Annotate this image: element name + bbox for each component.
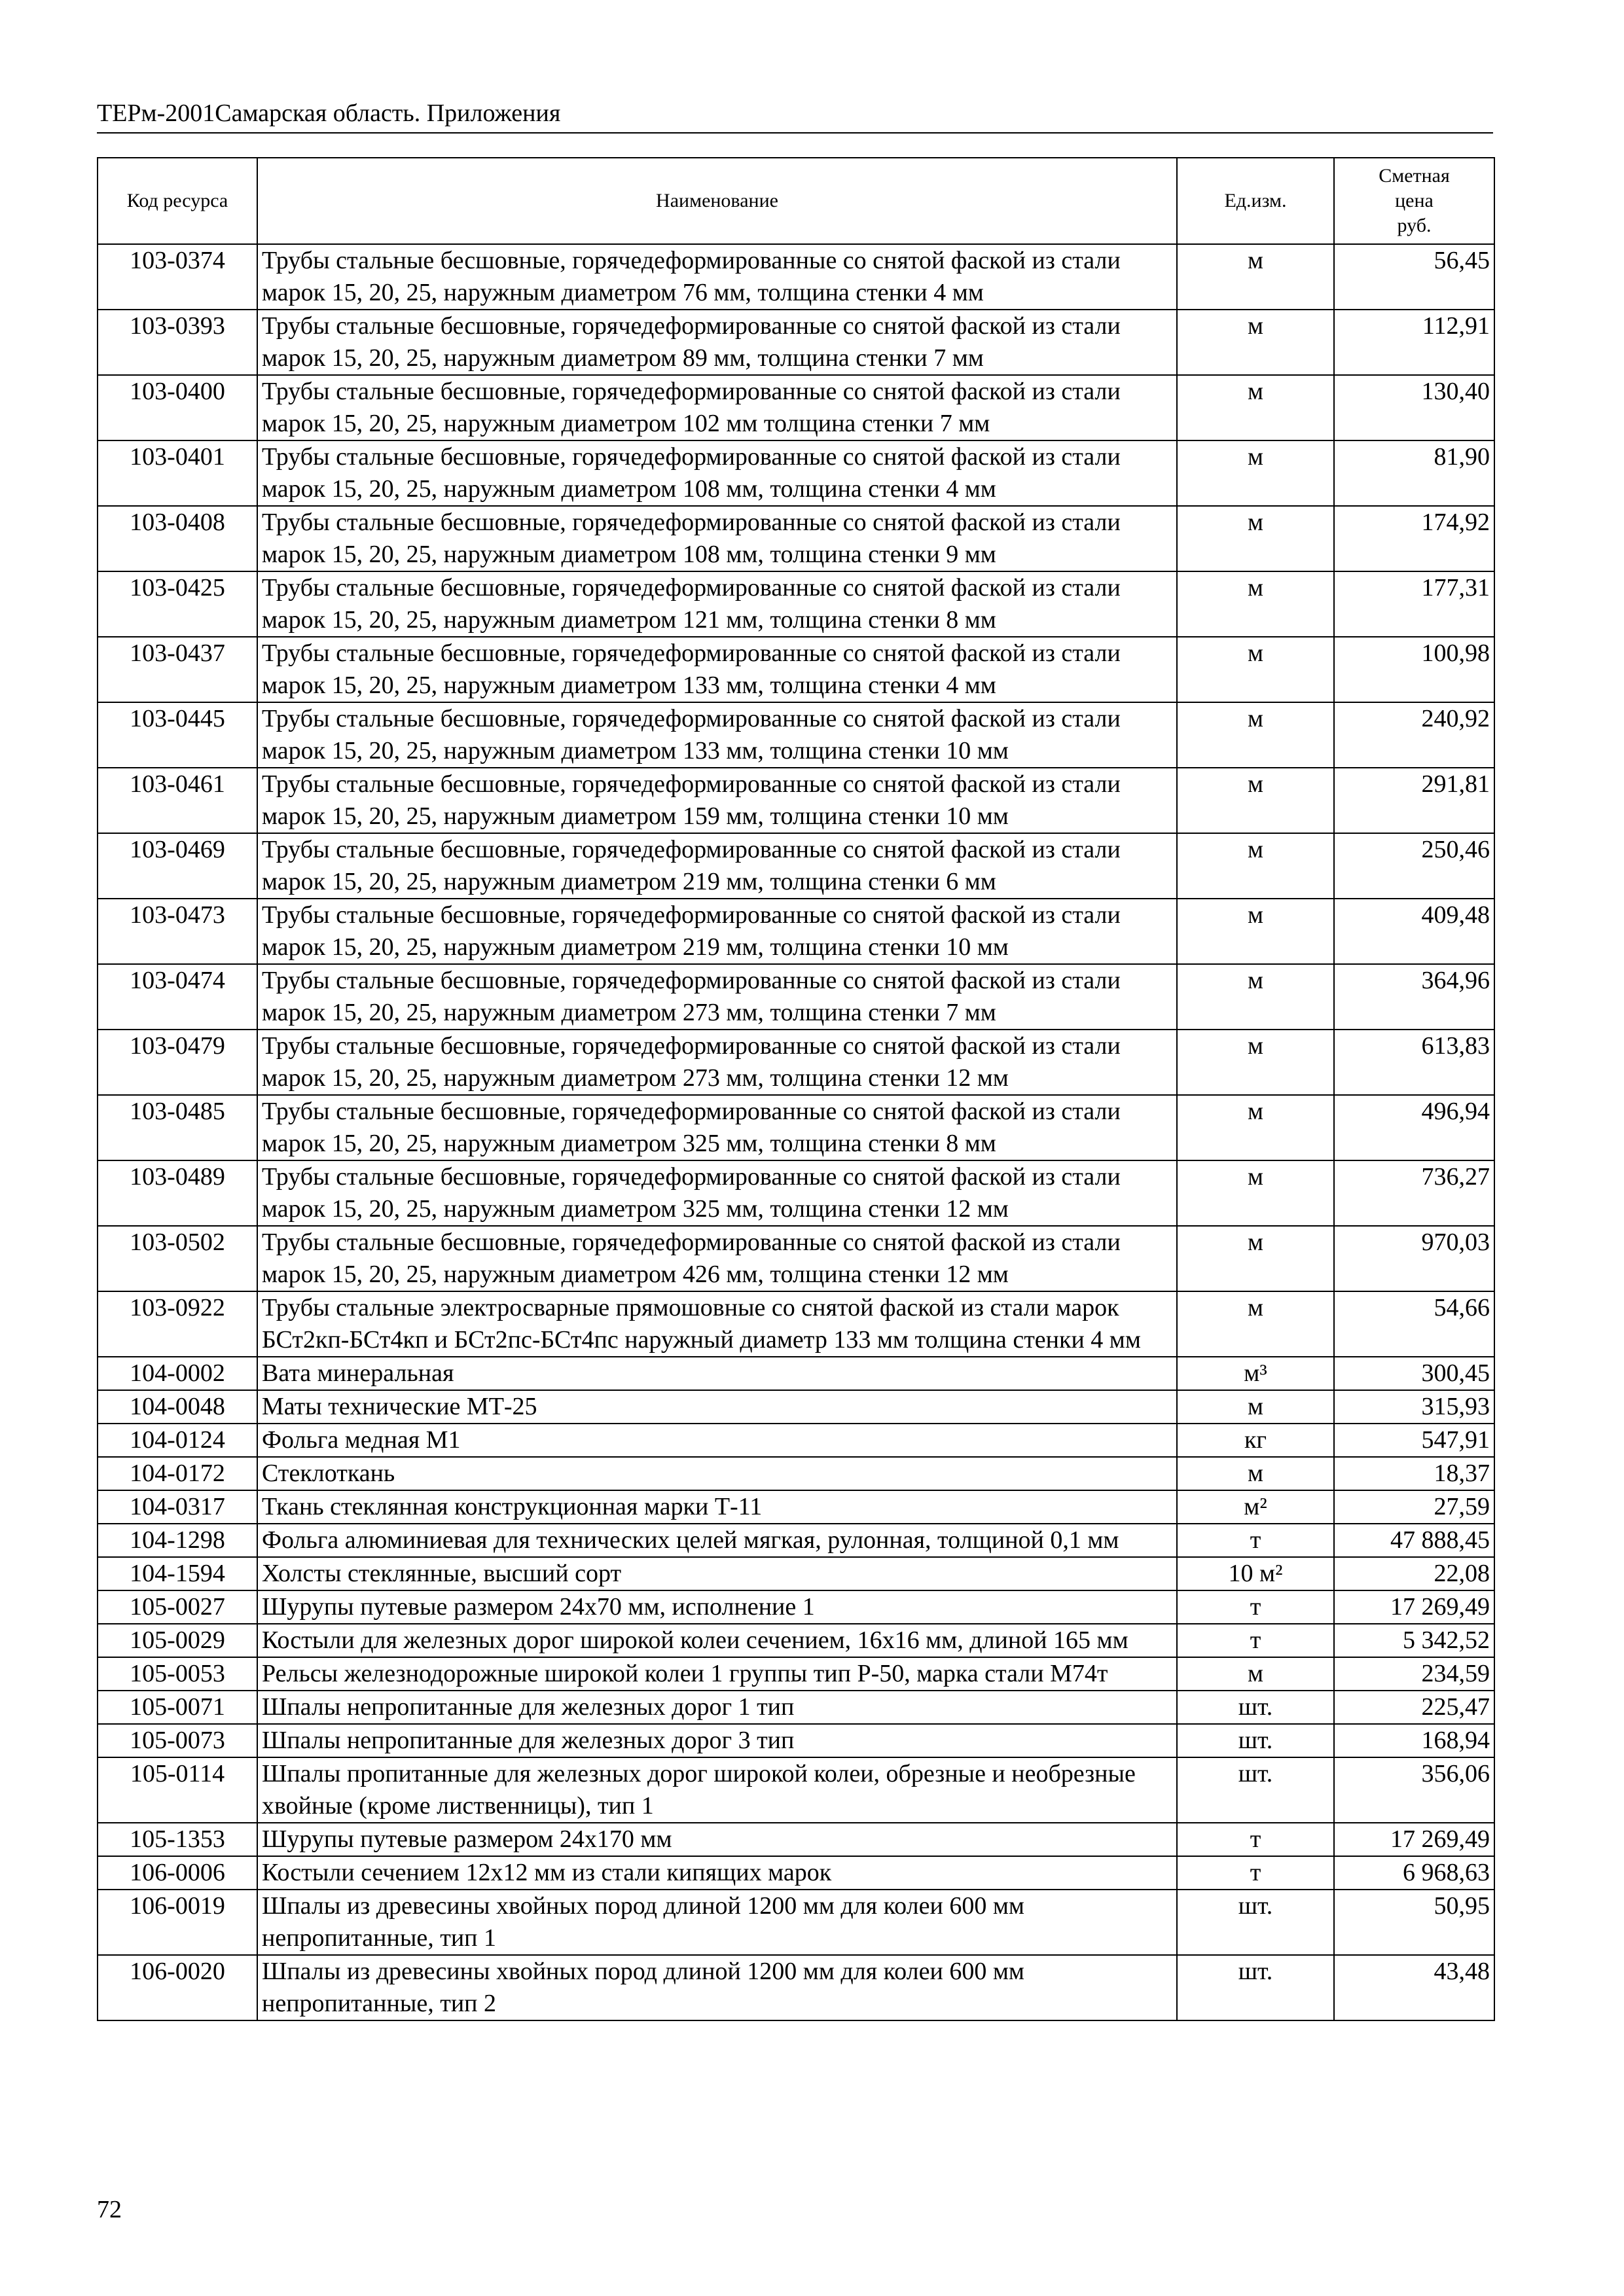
table-row xyxy=(98,899,1494,964)
resource-name-cell: Шурупы путевые размером 24х170 мм xyxy=(257,1823,1177,1856)
resource-name-cell: Трубы стальные бесшовные, горячедеформированные со снятой фаской из стали марок 15, 20, 25, наружным диаметром 108 мм, толщина стенки 9 мм xyxy=(257,506,1177,571)
column-header-name: Наименование xyxy=(257,158,1177,244)
resource-code-cell: 105-0073 xyxy=(98,1724,257,1757)
price-cell: 315,93 xyxy=(1334,1390,1494,1424)
table-row xyxy=(98,1490,1494,1524)
table-row xyxy=(98,310,1494,375)
column-header-price-line3: руб. xyxy=(1397,215,1432,236)
resource-code-cell: 104-1594 xyxy=(98,1557,257,1590)
column-header-price-line2: цена xyxy=(1395,190,1434,211)
header-rule xyxy=(97,132,1493,134)
unit-cell: м xyxy=(1177,833,1334,899)
resource-code-cell: 105-0027 xyxy=(98,1590,257,1624)
table-row xyxy=(98,440,1494,506)
resource-name-cell: Шпалы из древесины хвойных пород длиной 1200 мм для колеи 600 мм непропитанные, тип 1 xyxy=(257,1890,1177,1955)
resource-name-cell: Трубы стальные бесшовные, горячедеформированные со снятой фаской из стали марок 15, 20, 25, наружным диаметром 133 мм, толщина стенки 10 мм xyxy=(257,702,1177,768)
price-cell: 47 888,45 xyxy=(1334,1524,1494,1557)
price-cell: 18,37 xyxy=(1334,1457,1494,1490)
price-cell: 81,90 xyxy=(1334,440,1494,506)
price-cell: 174,92 xyxy=(1334,506,1494,571)
unit-cell: т xyxy=(1177,1590,1334,1624)
table-row xyxy=(98,1856,1494,1890)
unit-cell: т xyxy=(1177,1823,1334,1856)
resource-code-cell: 105-0114 xyxy=(98,1757,257,1823)
table-row xyxy=(98,1424,1494,1457)
table-row xyxy=(98,1457,1494,1490)
table-row xyxy=(98,702,1494,768)
unit-cell: шт. xyxy=(1177,1757,1334,1823)
resource-name-cell: Трубы стальные бесшовные, горячедеформированные со снятой фаской из стали марок 15, 20, 25, наружным диаметром 89 мм, толщина стенки 7 мм xyxy=(257,310,1177,375)
unit-cell: м xyxy=(1177,1030,1334,1095)
price-cell: 364,96 xyxy=(1334,964,1494,1030)
price-cell: 356,06 xyxy=(1334,1757,1494,1823)
price-cell: 240,92 xyxy=(1334,702,1494,768)
resource-code-cell: 103-0425 xyxy=(98,571,257,637)
resource-name-cell: Шпалы непропитанные для железных дорог 3 тип xyxy=(257,1724,1177,1757)
table-row xyxy=(98,1657,1494,1691)
unit-cell: м xyxy=(1177,637,1334,702)
table-row xyxy=(98,1890,1494,1955)
table-row xyxy=(98,244,1494,310)
price-cell: 22,08 xyxy=(1334,1557,1494,1590)
resource-name-cell: Трубы стальные бесшовные, горячедеформированные со снятой фаской из стали марок 15, 20, 25, наружным диаметром 325 мм, толщина стенки 8 мм xyxy=(257,1095,1177,1160)
resource-code-cell: 105-1353 xyxy=(98,1823,257,1856)
resource-code-cell: 103-0473 xyxy=(98,899,257,964)
unit-cell: м xyxy=(1177,1657,1334,1691)
table-row xyxy=(98,1524,1494,1557)
unit-cell: м³ xyxy=(1177,1357,1334,1390)
unit-cell: м xyxy=(1177,964,1334,1030)
resource-name-cell: Трубы стальные бесшовные, горячедеформированные со снятой фаской из стали марок 15, 20, 25, наружным диаметром 159 мм, толщина стенки 10 мм xyxy=(257,768,1177,833)
price-cell: 50,95 xyxy=(1334,1890,1494,1955)
unit-cell: м xyxy=(1177,1291,1334,1357)
table-row xyxy=(98,1291,1494,1357)
resource-code-cell: 103-0922 xyxy=(98,1291,257,1357)
resource-name-cell: Трубы стальные бесшовные, горячедеформированные со снятой фаской из стали марок 15, 20, 25, наружным диаметром 325 мм, толщина стенки 12 мм xyxy=(257,1160,1177,1226)
resource-name-cell: Костыли для железных дорог широкой колеи сечением, 16х16 мм, длиной 165 мм xyxy=(257,1624,1177,1657)
table-row xyxy=(98,1757,1494,1823)
resource-code-cell: 103-0469 xyxy=(98,833,257,899)
unit-cell: м xyxy=(1177,768,1334,833)
resource-code-cell: 103-0461 xyxy=(98,768,257,833)
price-cell: 547,91 xyxy=(1334,1424,1494,1457)
unit-cell: м xyxy=(1177,899,1334,964)
resource-code-cell: 103-0393 xyxy=(98,310,257,375)
resource-code-cell: 106-0020 xyxy=(98,1955,257,2020)
page-header-title: ТЕРм-2001Самарская область. Приложения xyxy=(97,99,561,127)
table-row xyxy=(98,506,1494,571)
unit-cell: м xyxy=(1177,440,1334,506)
resource-name-cell: Трубы стальные бесшовные, горячедеформированные со снятой фаской из стали марок 15, 20, 25, наружным диаметром 219 мм, толщина стенки 6 мм xyxy=(257,833,1177,899)
price-cell: 56,45 xyxy=(1334,244,1494,310)
price-cell: 43,48 xyxy=(1334,1955,1494,2020)
unit-cell: шт. xyxy=(1177,1955,1334,2020)
table-row xyxy=(98,1160,1494,1226)
resource-code-cell: 104-0317 xyxy=(98,1490,257,1524)
unit-cell: т xyxy=(1177,1524,1334,1557)
price-cell: 112,91 xyxy=(1334,310,1494,375)
resource-code-cell: 103-0474 xyxy=(98,964,257,1030)
table-row xyxy=(98,375,1494,440)
resource-code-cell: 106-0006 xyxy=(98,1856,257,1890)
column-header-code: Код ресурса xyxy=(98,158,257,244)
resource-code-cell: 105-0071 xyxy=(98,1691,257,1724)
resource-name-cell: Шпалы пропитанные для железных дорог широкой колеи, обрезные и необрезные хвойные (кроме лиственницы), тип 1 xyxy=(257,1757,1177,1823)
unit-cell: кг xyxy=(1177,1424,1334,1457)
resource-name-cell: Вата минеральная xyxy=(257,1357,1177,1390)
unit-cell: шт. xyxy=(1177,1890,1334,1955)
resource-code-cell: 104-0048 xyxy=(98,1390,257,1424)
resource-code-cell: 104-1298 xyxy=(98,1524,257,1557)
table-row xyxy=(98,1557,1494,1590)
unit-cell: м xyxy=(1177,244,1334,310)
unit-cell: шт. xyxy=(1177,1691,1334,1724)
resource-name-cell: Маты технические МТ-25 xyxy=(257,1390,1177,1424)
table-header-row xyxy=(98,158,1494,244)
resource-code-cell: 103-0400 xyxy=(98,375,257,440)
price-cell: 496,94 xyxy=(1334,1095,1494,1160)
unit-cell: м xyxy=(1177,1390,1334,1424)
unit-cell: м xyxy=(1177,310,1334,375)
resource-code-cell: 104-0124 xyxy=(98,1424,257,1457)
resource-code-cell: 105-0053 xyxy=(98,1657,257,1691)
resource-code-cell: 104-0002 xyxy=(98,1357,257,1390)
unit-cell: м xyxy=(1177,702,1334,768)
resource-name-cell: Трубы стальные бесшовные, горячедеформированные со снятой фаской из стали марок 15, 20, 25, наружным диаметром 108 мм, толщина стенки 4 мм xyxy=(257,440,1177,506)
table-row xyxy=(98,1226,1494,1291)
resource-name-cell: Ткань стеклянная конструкционная марки Т-11 xyxy=(257,1490,1177,1524)
resource-code-cell: 103-0489 xyxy=(98,1160,257,1226)
resource-name-cell: Трубы стальные бесшовные, горячедеформированные со снятой фаской из стали марок 15, 20, 25, наружным диаметром 273 мм, толщина стенки 7 мм xyxy=(257,964,1177,1030)
unit-cell: м xyxy=(1177,375,1334,440)
resource-name-cell: Трубы стальные бесшовные, горячедеформированные со снятой фаской из стали марок 15, 20, 25, наружным диаметром 121 мм, толщина стенки 8 мм xyxy=(257,571,1177,637)
unit-cell: м xyxy=(1177,571,1334,637)
resource-price-table xyxy=(97,157,1495,2021)
resource-code-cell: 103-0502 xyxy=(98,1226,257,1291)
price-cell: 6 968,63 xyxy=(1334,1856,1494,1890)
resource-name-cell: Фольга медная М1 xyxy=(257,1424,1177,1457)
table-row xyxy=(98,1390,1494,1424)
unit-cell: м xyxy=(1177,1160,1334,1226)
price-cell: 100,98 xyxy=(1334,637,1494,702)
table-row xyxy=(98,1590,1494,1624)
resource-name-cell: Трубы стальные бесшовные, горячедеформированные со снятой фаской из стали марок 15, 20, 25, наружным диаметром 102 мм толщина стенки 7 мм xyxy=(257,375,1177,440)
resource-name-cell: Рельсы железнодорожные широкой колеи 1 группы тип Р-50, марка стали М74т xyxy=(257,1657,1177,1691)
resource-name-cell: Стеклоткань xyxy=(257,1457,1177,1490)
unit-cell: м xyxy=(1177,1095,1334,1160)
table-row xyxy=(98,1724,1494,1757)
price-cell: 250,46 xyxy=(1334,833,1494,899)
table-row xyxy=(98,1030,1494,1095)
price-cell: 54,66 xyxy=(1334,1291,1494,1357)
resource-name-cell: Трубы стальные бесшовные, горячедеформированные со снятой фаской из стали марок 15, 20, 25, наружным диаметром 76 мм, толщина стенки 4 мм xyxy=(257,244,1177,310)
table-row xyxy=(98,1624,1494,1657)
resource-code-cell: 103-0401 xyxy=(98,440,257,506)
price-cell: 17 269,49 xyxy=(1334,1590,1494,1624)
resource-code-cell: 103-0437 xyxy=(98,637,257,702)
price-cell: 168,94 xyxy=(1334,1724,1494,1757)
resource-name-cell: Костыли сечением 12х12 мм из стали кипящих марок xyxy=(257,1856,1177,1890)
price-cell: 613,83 xyxy=(1334,1030,1494,1095)
table-row xyxy=(98,1955,1494,2020)
resource-code-cell: 106-0019 xyxy=(98,1890,257,1955)
resource-code-cell: 103-0408 xyxy=(98,506,257,571)
unit-cell: м² xyxy=(1177,1490,1334,1524)
resource-name-cell: Фольга алюминиевая для технических целей мягкая, рулонная, толщиной 0,1 мм xyxy=(257,1524,1177,1557)
table-body xyxy=(98,244,1494,2020)
resource-name-cell: Трубы стальные бесшовные, горячедеформированные со снятой фаской из стали марок 15, 20, 25, наружным диаметром 426 мм, толщина стенки 12 мм xyxy=(257,1226,1177,1291)
resource-name-cell: Трубы стальные бесшовные, горячедеформированные со снятой фаской из стали марок 15, 20, 25, наружным диаметром 219 мм, толщина стенки 10 мм xyxy=(257,899,1177,964)
resource-name-cell: Трубы стальные бесшовные, горячедеформированные со снятой фаской из стали марок 15, 20, 25, наружным диаметром 133 мм, толщина стенки 4 мм xyxy=(257,637,1177,702)
resource-code-cell: 103-0479 xyxy=(98,1030,257,1095)
unit-cell: шт. xyxy=(1177,1724,1334,1757)
price-cell: 234,59 xyxy=(1334,1657,1494,1691)
price-cell: 177,31 xyxy=(1334,571,1494,637)
unit-cell: м xyxy=(1177,1226,1334,1291)
resource-code-cell: 103-0445 xyxy=(98,702,257,768)
resource-name-cell: Трубы стальные электросварные прямошовные со снятой фаской из стали марок БСт2кп-БСт4кп и БСт2пс-БСт4пс наружный диаметр 133 мм толщина стенки 4 мм xyxy=(257,1291,1177,1357)
resource-name-cell: Шпалы из древесины хвойных пород длиной 1200 мм для колеи 600 мм непропитанные, тип 2 xyxy=(257,1955,1177,2020)
table-row xyxy=(98,1357,1494,1390)
unit-cell: 10 м² xyxy=(1177,1557,1334,1590)
resource-name-cell: Трубы стальные бесшовные, горячедеформированные со снятой фаской из стали марок 15, 20, 25, наружным диаметром 273 мм, толщина стенки 12 мм xyxy=(257,1030,1177,1095)
table-row xyxy=(98,1691,1494,1724)
column-header-unit: Ед.изм. xyxy=(1177,158,1334,244)
unit-cell: м xyxy=(1177,506,1334,571)
unit-cell: м xyxy=(1177,1457,1334,1490)
resource-code-cell: 104-0172 xyxy=(98,1457,257,1490)
price-cell: 225,47 xyxy=(1334,1691,1494,1724)
column-header-price-line1: Сметная xyxy=(1379,165,1450,187)
resource-name-cell: Холсты стеклянные, высший сорт xyxy=(257,1557,1177,1590)
table-row xyxy=(98,1823,1494,1856)
table-row xyxy=(98,964,1494,1030)
price-cell: 27,59 xyxy=(1334,1490,1494,1524)
resource-name-cell: Шурупы путевые размером 24х70 мм, исполнение 1 xyxy=(257,1590,1177,1624)
page-number: 72 xyxy=(97,2196,122,2223)
price-cell: 291,81 xyxy=(1334,768,1494,833)
unit-cell: т xyxy=(1177,1624,1334,1657)
price-cell: 130,40 xyxy=(1334,375,1494,440)
resource-code-cell: 103-0374 xyxy=(98,244,257,310)
price-cell: 17 269,49 xyxy=(1334,1823,1494,1856)
resource-code-cell: 105-0029 xyxy=(98,1624,257,1657)
price-cell: 409,48 xyxy=(1334,899,1494,964)
price-cell: 970,03 xyxy=(1334,1226,1494,1291)
table-row xyxy=(98,1095,1494,1160)
resource-code-cell: 103-0485 xyxy=(98,1095,257,1160)
table-row xyxy=(98,833,1494,899)
unit-cell: т xyxy=(1177,1856,1334,1890)
table-row xyxy=(98,571,1494,637)
price-cell: 300,45 xyxy=(1334,1357,1494,1390)
column-header-price xyxy=(1334,158,1494,244)
table-row xyxy=(98,637,1494,702)
table-row xyxy=(98,768,1494,833)
price-cell: 736,27 xyxy=(1334,1160,1494,1226)
resource-name-cell: Шпалы непропитанные для железных дорог 1 тип xyxy=(257,1691,1177,1724)
price-cell: 5 342,52 xyxy=(1334,1624,1494,1657)
